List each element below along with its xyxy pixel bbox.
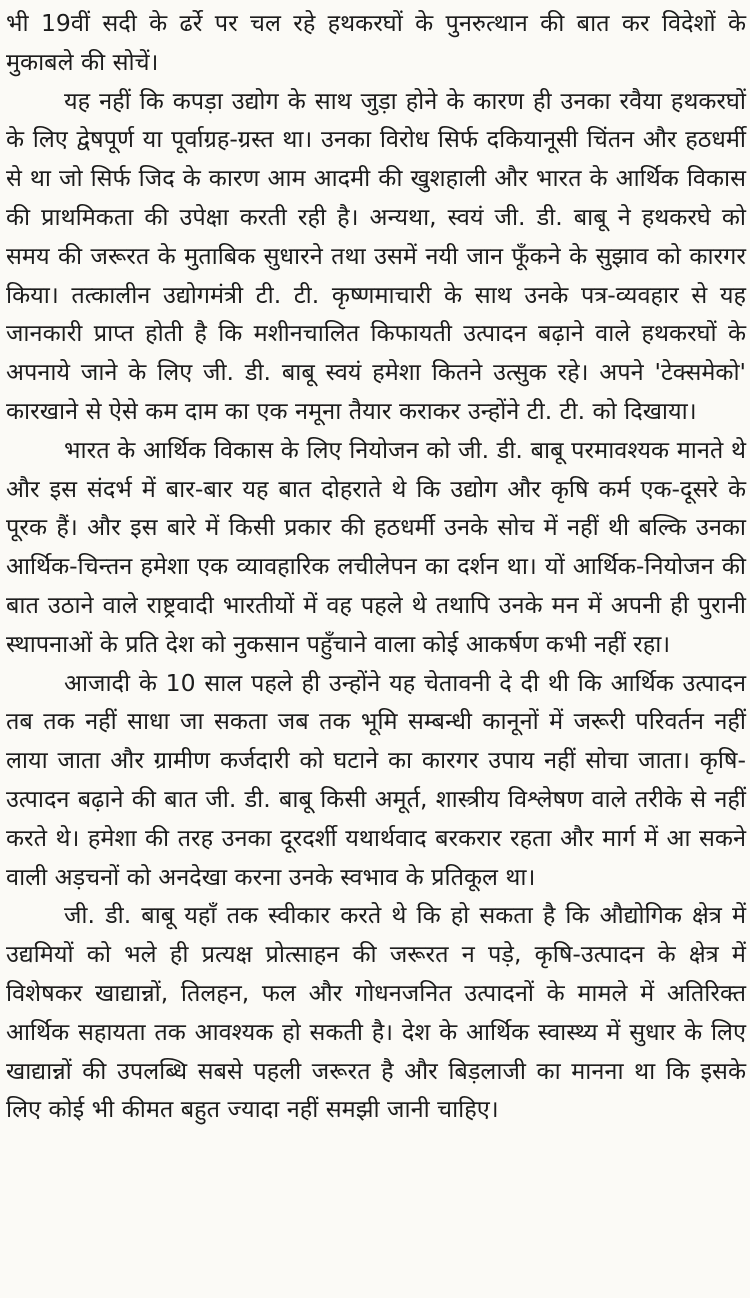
paragraph-subsidy: जी. डी. बाबू यहाँ तक स्वीकार करते थे कि हो सकता है कि औद्योगिक क्षेत्र में उद्यमियों को भले ही प्रत्यक्ष प्रोत्साहन की जरूरत न पड़े, कृषि-उत्पादन के क्षेत्र में विशेषकर खाद्यान्नों, तिलहन, फल और गोधनजनित उत्पादनों के मामले में अतिरिक्त आर्थिक सहायता तक आवश्यक हो सकती है। देश के आर्थिक स्वास्थ्य में सुधार के लिए खाद्यान्नों की उपलब्धि सबसे पहली जरूरत है और बिड़लाजी का मानना था कि इसके लिए कोई भी कीमत बहुत ज्यादा नहीं समझी जानी चाहिए।	[6, 901, 746, 1124]
paragraph-planning: भारत के आर्थिक विकास के लिए नियोजन को जी. डी. बाबू परमावश्यक मानते थे और इस संदर्भ में बार-बार यह बात दोहराते थे कि उद्योग और कृषि कर्म एक-दूसरे के पूरक हैं। और इस बारे में किसी प्रकार की हठधर्मी उनके सोच में नहीं थी बल्कि उनका आर्थिक-चिन्तन हमेशा एक व्यावहारिक लचीलेपन का दर्शन था। यों आर्थिक-नियोजन की बात उठाने वाले राष्ट्रवादी भारतीयों में वह पहले थे तथापि उनके मन में अपनी ही पुरानी स्थापनाओं के प्रति देश को नुकसान पहुँचाने वाला कोई आकर्षण कभी नहीं रहा।	[6, 435, 746, 658]
paragraph-continuation: भी 19वीं सदी के ढर्रे पर चल रहे हथकरघों के पुनरुत्थान की बात कर विदेशों के मुकाबले की सोचें।	[6, 9, 746, 76]
paragraph-handloom-attitude: यह नहीं कि कपड़ा उद्योग के साथ जुड़ा होने के कारण ही उनका रवैया हथकरघों के लिए द्वेषपूर्ण या पूर्वाग्रह-ग्रस्त था। उनका विरोध सिर्फ दकियानूसी चिंतन और हठधर्मी से था जो सिर्फ जिद के कारण आम आदमी की खुशहाली और भारत के आर्थिक विकास की प्राथमिकता की उपेक्षा करती रही है। अन्यथा, स्वयं जी. डी. बाबू ने हथकरघे को समय की जरूरत के मुताबिक सुधारने तथा उसमें नयी जान फूँकने के सुझाव को कारगर किया। तत्कालीन उद्योगमंत्री टी. टी. कृष्णमाचारी के साथ उनके पत्र-व्यवहार से यह जानकारी प्राप्त होती है कि मशीनचालित किफायती उत्पादन बढ़ाने वाले हथकरघों के अपनाये जाने के लिए जी. डी. बाबू स्वयं हमेशा कितने उत्सुक रहे। अपने 'टेक्समेको' कारखाने से ऐसे कम दाम का एक नमूना तैयार कराकर उन्होंने टी. टी. को दिखाया।	[6, 86, 746, 425]
paragraph-agriculture-warning: आजादी के 10 साल पहले ही उन्होंने यह चेतावनी दे दी थी कि आर्थिक उत्पादन तब तक नहीं साधा जा सकता जब तक भूमि सम्बन्धी कानूनों में जरूरी परिवर्तन नहीं लाया जाता और ग्रामीण कर्जदारी को घटाने का कारगर उपाय नहीं सोचा जाता। कृषि-उत्पादन बढ़ाने की बात जी. डी. बाबू किसी अमूर्त, शास्त्रीय विश्लेषण वाले तरीके से नहीं करते थे। हमेशा की तरह उनका दूरदर्शी यथार्थवाद बरकरार रहता और मार्ग में आ सकने वाली अड़चनों को अनदेखा करना उनके स्वभाव के प्रतिकूल था।	[6, 668, 746, 891]
body-text	[6, 4, 746, 1129]
